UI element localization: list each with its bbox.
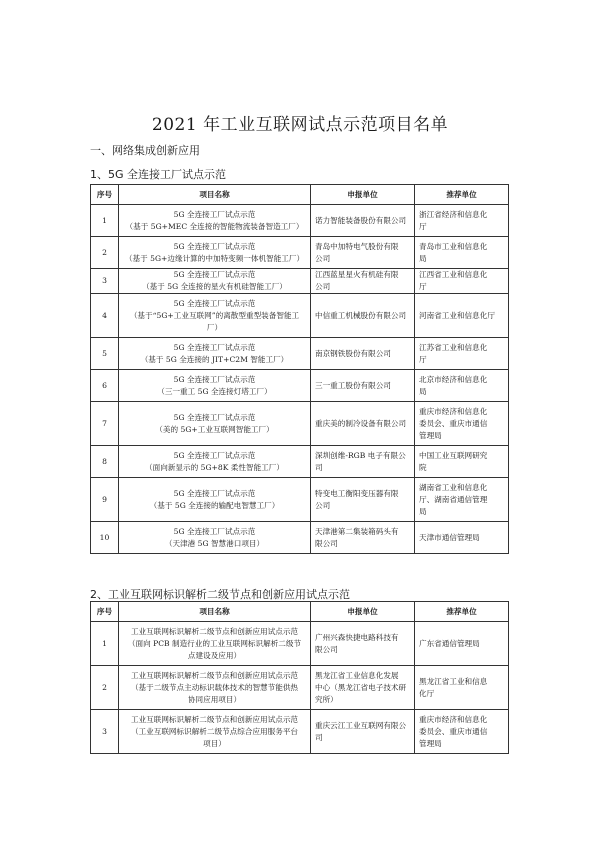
cell-project-name-line: 5G 全连接工厂试点示范 xyxy=(173,241,256,251)
cell-applicant-unit-line: 南京钢铁股份有限公司 xyxy=(315,348,391,358)
cell-applicant-unit-line: 公司 xyxy=(315,282,331,291)
cell-applicant-unit-line: 重庆美的制冷设备有限公司 xyxy=(315,418,407,428)
cell-project-name-line: （面向 PCB 制造行业的工业互联网标识解析二级节 xyxy=(127,638,302,648)
table-row xyxy=(91,446,509,478)
cell-project-name xyxy=(119,622,311,666)
cell-recommending-unit xyxy=(415,522,509,554)
cell-applicant-unit-line: 限公司 xyxy=(315,644,338,654)
table-identifier-nodes xyxy=(90,601,509,754)
cell-project-name-line: 5G 全连接工厂试点示范 xyxy=(173,342,256,352)
cell-recommending-unit-line: 厅 xyxy=(419,282,427,291)
cell-project-name xyxy=(119,237,311,269)
cell-applicant-unit-line: 公司 xyxy=(315,500,331,510)
cell-recommending-unit-line: 局 xyxy=(419,386,427,396)
cell-applicant-unit-line: 司 xyxy=(315,462,323,472)
cell-recommending-unit xyxy=(415,237,509,269)
cell-number: 1 xyxy=(91,205,119,237)
cell-applicant-unit-line: 青岛中加特电气股份有限 xyxy=(315,241,399,251)
cell-project-name xyxy=(119,446,311,478)
table-row xyxy=(91,666,509,710)
cell-project-name-line: （基于 5G+MEC 全连接的智能物流装备智造工厂） xyxy=(125,221,304,231)
cell-recommending-unit-line: 厅 xyxy=(419,221,427,231)
cell-applicant-unit-line: 三一重工股份有限公司 xyxy=(315,380,391,390)
cell-applicant-unit xyxy=(311,522,415,554)
cell-applicant-unit-line: 黑龙江省工业信息化发展 xyxy=(315,670,399,680)
cell-applicant-unit-line: 诺力智能装备股份有限公司 xyxy=(315,215,407,225)
cell-recommending-unit-line: 院 xyxy=(419,462,427,472)
cell-project-name-line: （面向新显示的 5G+8K 柔性智能工厂） xyxy=(145,462,284,472)
cell-project-name-line: （天津港 5G 智慧港口项目） xyxy=(164,538,265,548)
cell-project-name xyxy=(119,338,311,370)
cell-project-name-line: 项目） xyxy=(203,738,226,748)
cell-recommending-unit-line: 浙江省经济和信息化 xyxy=(419,209,488,219)
cell-applicant-unit xyxy=(311,294,415,338)
table-row xyxy=(91,370,509,402)
cell-recommending-unit xyxy=(415,370,509,402)
cell-number: 1 xyxy=(91,622,119,666)
cell-recommending-unit-line: 化厅 xyxy=(419,688,435,698)
cell-recommending-unit xyxy=(415,710,509,754)
cell-recommending-unit-line: 委员会、重庆市通信 xyxy=(419,418,488,428)
table-header-row xyxy=(91,185,509,205)
header-no: 序号 xyxy=(91,185,119,205)
cell-project-name-line: 工业互联网标识解析二级节点和创新应用试点示范 xyxy=(130,714,299,724)
cell-number: 9 xyxy=(91,478,119,522)
cell-applicant-unit-line: 中信重工机械股份有限公司 xyxy=(315,310,407,320)
cell-recommending-unit-line: 委员会、重庆市通信 xyxy=(419,726,488,736)
cell-number: 8 xyxy=(91,446,119,478)
cell-project-name xyxy=(119,710,311,754)
cell-number: 5 xyxy=(91,338,119,370)
cell-project-name-line: 5G 全连接工厂试点示范 xyxy=(173,488,256,498)
cell-recommending-unit xyxy=(415,269,509,294)
cell-recommending-unit-line: 河南省工业和信息化厅 xyxy=(419,310,495,320)
header-rec: 推荐单位 xyxy=(415,602,509,622)
cell-number: 3 xyxy=(91,269,119,294)
cell-project-name-line: （基于 5G 全连接的 JIT+C2M 智能工厂） xyxy=(140,354,289,364)
cell-project-name-line: 5G 全连接工厂试点示范 xyxy=(173,374,256,384)
cell-applicant-unit xyxy=(311,402,415,446)
cell-recommending-unit-line: 江苏省工业和信息化 xyxy=(419,342,488,352)
cell-applicant-unit-line: 特变电工衡阳变压器有限 xyxy=(315,488,399,498)
cell-project-name-line: （基于二级节点主动标识载体技术的智慧节能供热 xyxy=(130,682,299,692)
table-row xyxy=(91,478,509,522)
document-title: 2021 年工业互联网试点示范项目名单 xyxy=(151,115,449,135)
cell-recommending-unit-line: 湖南省工业和信息化 xyxy=(419,482,488,492)
header-name: 项目名称 xyxy=(119,602,311,622)
header-unit: 申报单位 xyxy=(311,185,415,205)
cell-applicant-unit xyxy=(311,622,415,666)
header-rec: 推荐单位 xyxy=(415,185,509,205)
cell-project-name-line: 5G 全连接工厂试点示范 xyxy=(173,526,256,536)
cell-recommending-unit-line: 重庆市经济和信息化 xyxy=(419,714,488,724)
cell-project-name-line: 5G 全连接工厂试点示范 xyxy=(173,209,256,219)
cell-applicant-unit-line: 司 xyxy=(315,732,323,742)
subsection-heading-2: 2、工业互联网标识解析二级节点和创新应用试点示范 xyxy=(90,588,350,601)
cell-project-name-line: 5G 全连接工厂试点示范 xyxy=(173,412,256,422)
cell-applicant-unit-line: 究所） xyxy=(315,694,338,704)
table-row xyxy=(91,237,509,269)
cell-applicant-unit xyxy=(311,269,415,294)
cell-applicant-unit xyxy=(311,710,415,754)
cell-recommending-unit xyxy=(415,294,509,338)
cell-number: 4 xyxy=(91,294,119,338)
cell-recommending-unit-line: 厅 xyxy=(419,354,427,364)
cell-recommending-unit-line: 管理局 xyxy=(419,430,442,440)
cell-number: 3 xyxy=(91,710,119,754)
table-row xyxy=(91,294,509,338)
cell-applicant-unit-line: 广州兴森快捷电路科技有 xyxy=(315,632,399,642)
cell-project-name xyxy=(119,370,311,402)
cell-recommending-unit-line: 重庆市经济和信息化 xyxy=(419,406,488,416)
cell-number: 2 xyxy=(91,666,119,710)
cell-recommending-unit xyxy=(415,402,509,446)
table-row xyxy=(91,522,509,554)
cell-recommending-unit xyxy=(415,622,509,666)
table-row xyxy=(91,402,509,446)
cell-project-name-line: 厂） xyxy=(206,322,223,332)
cell-recommending-unit xyxy=(415,205,509,237)
cell-applicant-unit-line: 天津港第二集装箱码头有 xyxy=(315,526,399,536)
cell-project-name-line: 5G 全连接工厂试点示范 xyxy=(173,450,256,460)
cell-applicant-unit-line: 重庆云江工业互联网有限公 xyxy=(315,720,407,730)
table-row xyxy=(91,338,509,370)
cell-project-name xyxy=(119,294,311,338)
cell-recommending-unit xyxy=(415,446,509,478)
table-row xyxy=(91,622,509,666)
cell-recommending-unit xyxy=(415,666,509,710)
cell-applicant-unit-line: 公司 xyxy=(315,253,331,263)
cell-recommending-unit-line: 天津市通信管理局 xyxy=(419,532,480,542)
subsection-heading-1: 1、5G 全连接工厂试点示范 xyxy=(90,168,227,181)
cell-project-name-line: 5G 全连接工厂试点示范 xyxy=(173,270,256,279)
cell-recommending-unit-line: 青岛市工业和信息化 xyxy=(419,241,488,251)
header-no: 序号 xyxy=(91,602,119,622)
cell-project-name-line: （基于 5G 全连接的输配电智慧工厂） xyxy=(149,500,280,510)
cell-project-name-line: 工业互联网标识解析二级节点和创新应用试点示范 xyxy=(130,626,299,636)
cell-project-name-line: （基于 5G+边缘计算的中加特变频一体机智能工厂） xyxy=(124,253,305,263)
cell-project-name-line: （三一重工 5G 全连接灯塔工厂） xyxy=(157,386,272,396)
cell-number: 10 xyxy=(91,522,119,554)
cell-applicant-unit-line: 深圳创维-RGB 电子有限公 xyxy=(315,450,406,460)
header-unit: 申报单位 xyxy=(311,602,415,622)
cell-number: 2 xyxy=(91,237,119,269)
cell-applicant-unit xyxy=(311,666,415,710)
cell-applicant-unit-line: 中心（黑龙江省电子技术研 xyxy=(315,682,407,692)
table-row xyxy=(91,269,509,294)
cell-recommending-unit-line: 局 xyxy=(419,506,427,516)
cell-project-name-line: 点建设及应用） xyxy=(187,650,242,660)
cell-applicant-unit xyxy=(311,205,415,237)
cell-project-name xyxy=(119,478,311,522)
cell-project-name-line: 5G 全连接工厂试点示范 xyxy=(173,298,256,308)
cell-project-name-line: （基于“5G+工业互联网”的离散型重型装备智能工 xyxy=(129,310,300,320)
cell-recommending-unit xyxy=(415,338,509,370)
section-heading: 一、网络集成创新应用 xyxy=(90,144,200,157)
cell-project-name-line: 协同应用项目） xyxy=(187,694,242,704)
cell-recommending-unit-line: 中国工业互联网研究 xyxy=(419,450,488,460)
cell-applicant-unit xyxy=(311,446,415,478)
cell-recommending-unit-line: 管理局 xyxy=(419,738,442,748)
cell-project-name xyxy=(119,666,311,710)
cell-applicant-unit-line: 江西蓝星星火有机硅有限 xyxy=(315,270,399,279)
cell-number: 7 xyxy=(91,402,119,446)
cell-applicant-unit xyxy=(311,370,415,402)
cell-project-name-line: （工业互联网标识解析二级节点综合应用服务平台 xyxy=(130,726,299,736)
cell-number: 6 xyxy=(91,370,119,402)
cell-recommending-unit-line: 江西省工业和信息化 xyxy=(419,270,488,279)
table-row xyxy=(91,205,509,237)
cell-project-name xyxy=(119,269,311,294)
cell-project-name xyxy=(119,402,311,446)
header-name: 项目名称 xyxy=(119,185,311,205)
table-row xyxy=(91,710,509,754)
cell-recommending-unit-line: 北京市经济和信息化 xyxy=(419,374,488,384)
cell-recommending-unit-line: 局 xyxy=(419,253,427,263)
cell-applicant-unit xyxy=(311,338,415,370)
cell-project-name-line: 工业互联网标识解析二级节点和创新应用试点示范 xyxy=(130,670,299,680)
cell-project-name xyxy=(119,522,311,554)
cell-project-name-line: （美的 5G+工业互联网智能工厂） xyxy=(155,424,274,434)
cell-project-name-line: （基于 5G 全连接的星火有机硅智能工厂） xyxy=(142,282,287,291)
cell-recommending-unit-line: 黑龙江省工业和信息 xyxy=(419,676,488,686)
cell-applicant-unit xyxy=(311,478,415,522)
cell-recommending-unit-line: 厅、湖南省通信管理 xyxy=(419,494,488,504)
cell-applicant-unit xyxy=(311,237,415,269)
cell-project-name xyxy=(119,205,311,237)
table-5g-factories xyxy=(90,184,509,554)
cell-recommending-unit xyxy=(415,478,509,522)
cell-applicant-unit-line: 限公司 xyxy=(315,538,338,548)
cell-recommending-unit-line: 广东省通信管理局 xyxy=(419,638,480,648)
table-header-row xyxy=(91,602,509,622)
